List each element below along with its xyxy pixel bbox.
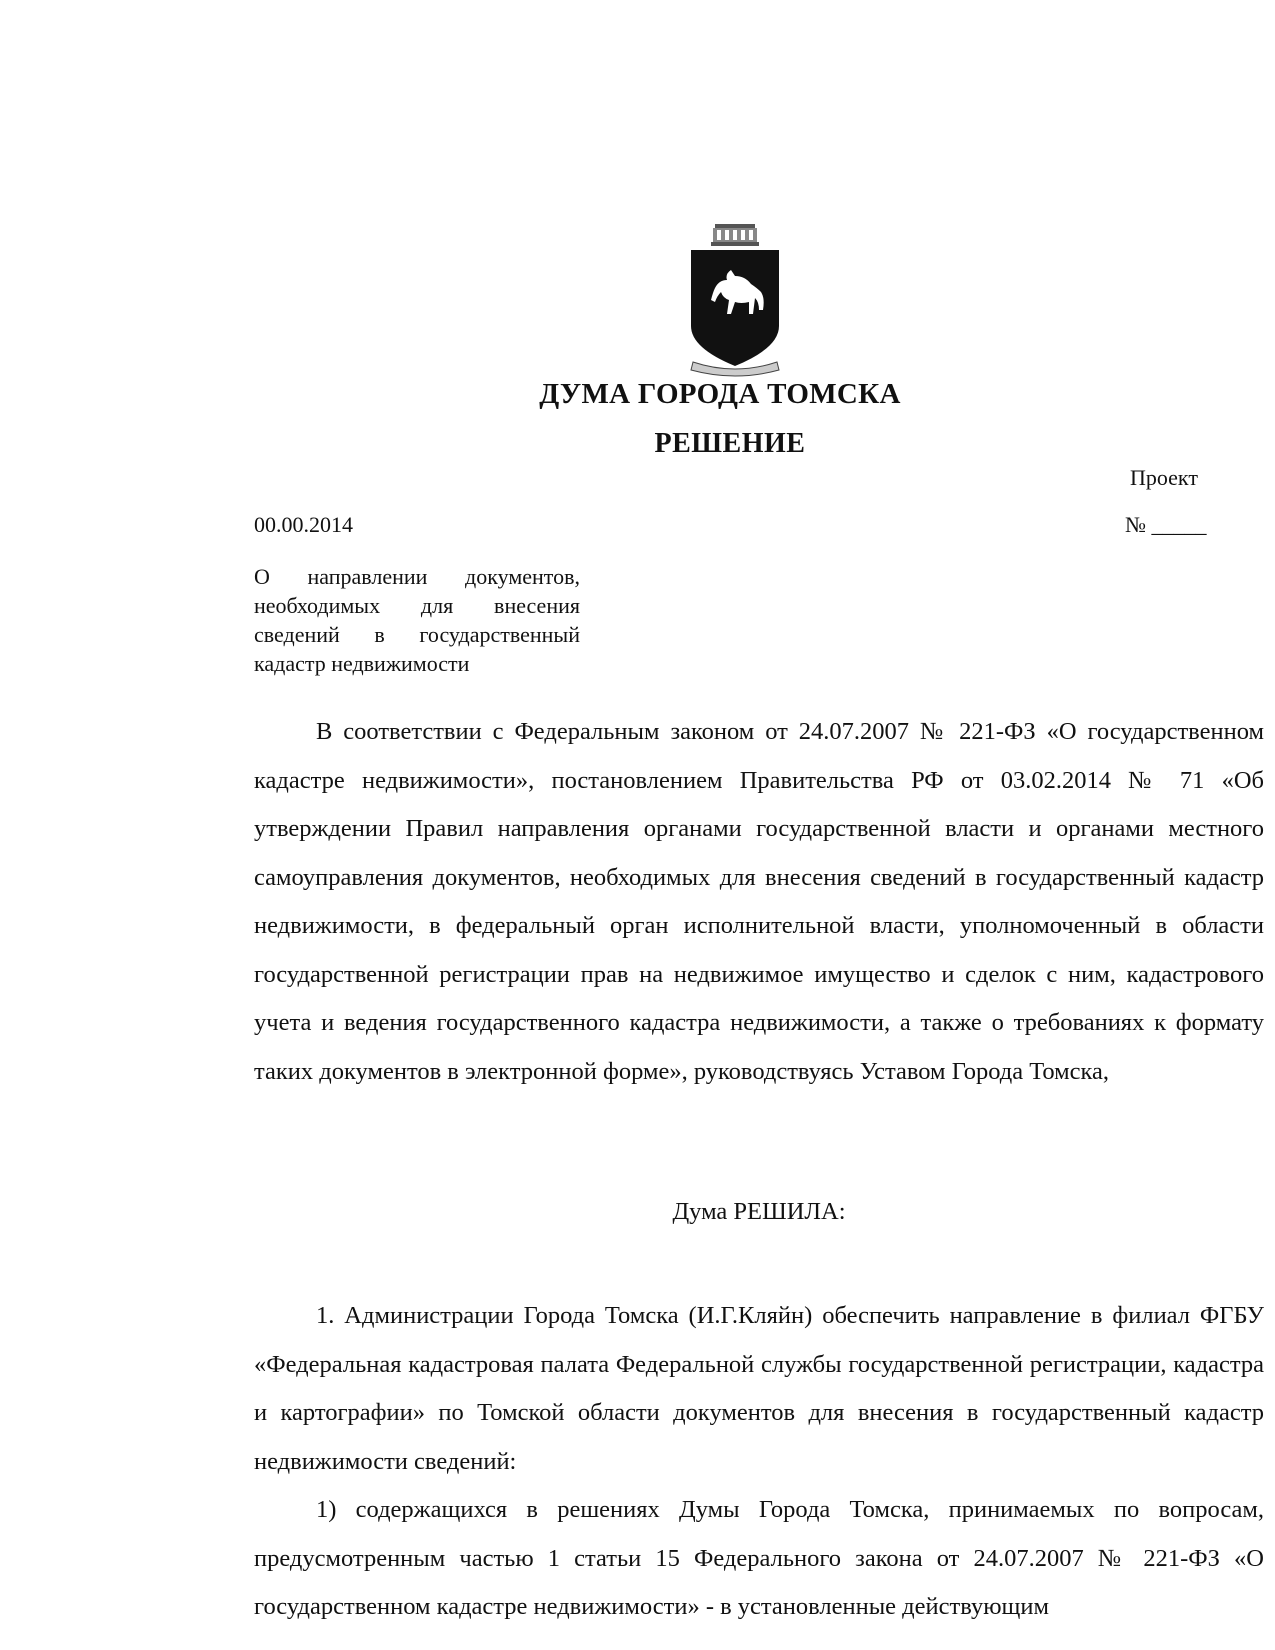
- preamble-paragraph: В соответствии с Федеральным законом от 24.07.2007 № 221-ФЗ «О государственном кадастре недвижимости», постановлением Правительства РФ от 03.02.2014 № 71 «Об утверждении Правил направления органами государственной власти и органами местного самоуправления документов, необходимых для внесения сведений в государственный кадастр недвижимости, в федеральный орган исполнительной власти, уполномоченный в области государственной регистрации прав на недвижимое имущество и сделок с ним, кадастрового учета и ведения государственного кадастра недвижимости, а также о требованиях к формату таких документов в электронной форме», руководствуясь Уставом Города Томска,: [254, 718, 1264, 1085]
- item-1-paragraph: 1. Администрации Города Томска (И.Г.Кляйн) обеспечить направление в филиал ФГБУ «Федеральная кадастровая палата Федеральной службы государственной регистрации, кадастра и картографии» по Томской области документов для внесения в государственный кадастр недвижимости сведений:: [254, 1302, 1264, 1475]
- organization-title: ДУМА ГОРОДА ТОМСКА: [539, 378, 901, 410]
- document-type: РЕШЕНИЕ: [654, 428, 806, 459]
- draft-label: Проект: [1130, 465, 1198, 490]
- item-1-subitem-1-paragraph: 1) содержащихся в решениях Думы Города Томска, принимаемых по вопросам, предусмотренным частью 1 статьи 15 Федерального закона от 24.07.2007 № 221-ФЗ «О государственном кадастре недвижимости» - в установленные действующим: [254, 1496, 1264, 1620]
- resolved-heading: Дума РЕШИЛА:: [672, 1198, 846, 1225]
- document-number: № _____: [1125, 512, 1207, 537]
- document-date: 00.00.2014: [254, 512, 353, 537]
- document-subject: О направлении документов, необходимых для внесения сведений в государственный кадастр недвижимости: [254, 564, 580, 676]
- tomsk-coat-of-arms-icon: [685, 222, 785, 380]
